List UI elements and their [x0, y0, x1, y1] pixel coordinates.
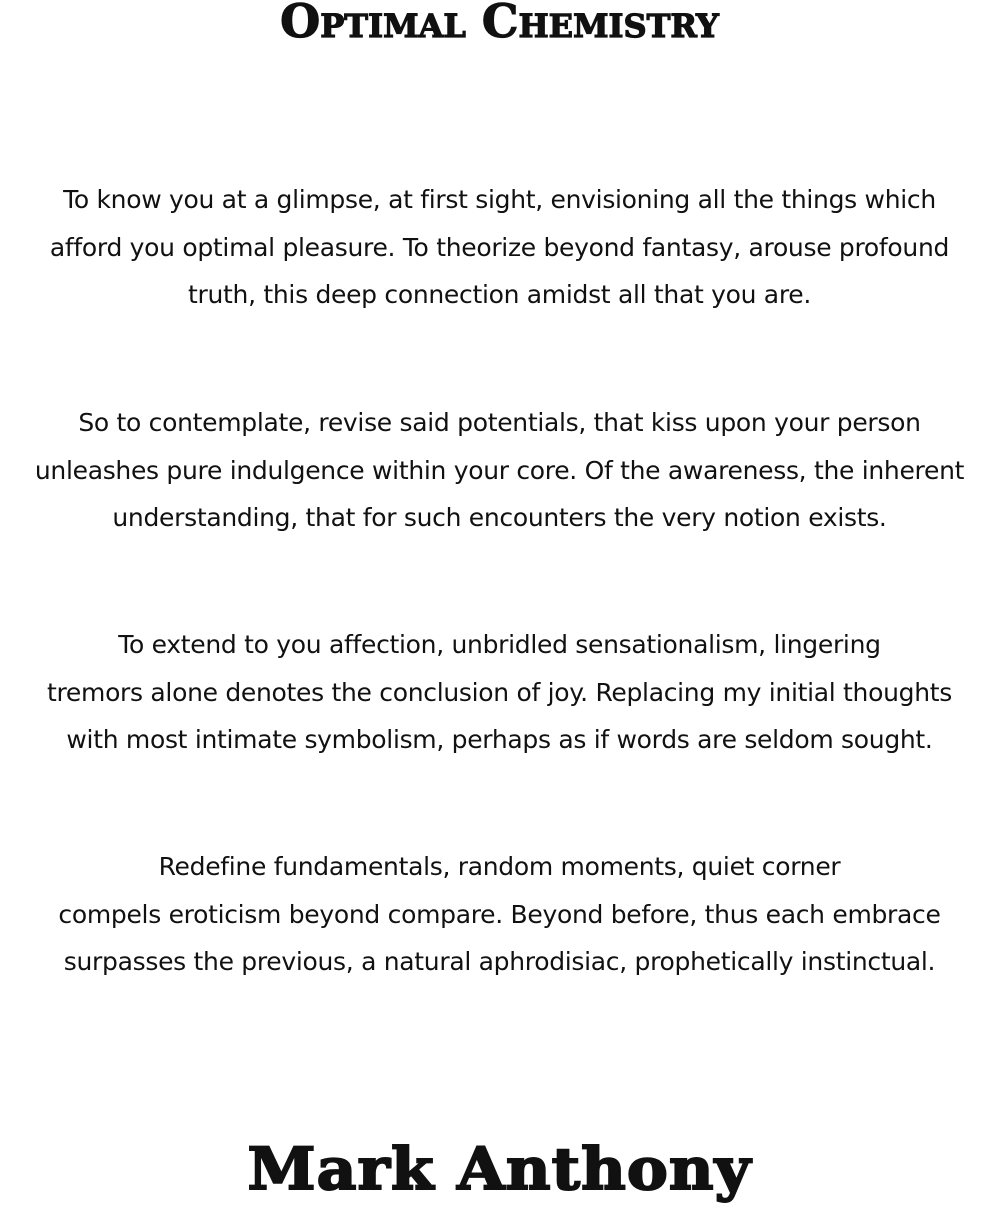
stanza-4 — [0, 843, 999, 986]
stanza-line: To know you at a glimpse, at first sight, envisioning all the things which — [63, 185, 936, 214]
stanza-line: unleashes pure indulgence within your core. Of the awareness, the inherent — [34, 455, 965, 485]
stanza-line: tremors alone denotes the conclusion of joy. Replacing my initial thoughts — [47, 677, 952, 707]
stanza-line: Redefine fundamentals, random moments, quiet corner — [158, 852, 841, 881]
stanza-line: truth, this deep connection amidst all that you are. — [188, 280, 811, 309]
stanza-line: So to contemplate, revise said potentials, that kiss upon your person — [78, 408, 921, 437]
stanza-line: To extend to you affection, unbridled sensationalism, lingering — [118, 630, 881, 659]
stanza-line: afford you optimal pleasure. To theorize beyond fantasy, arouse profound — [49, 232, 950, 262]
stanza-1 — [0, 176, 999, 319]
stanza-line: surpasses the previous, a natural aphrodisiac, prophetically instinctual. — [63, 947, 936, 976]
stanza-line: understanding, that for such encounters the very notion exists. — [112, 503, 887, 532]
stanza-line: with most intimate symbolism, perhaps as if words are seldom sought. — [66, 725, 933, 754]
poem-title: Optimal Chemistry — [280, 0, 719, 48]
stanza-3 — [0, 621, 999, 764]
author-signature: Mark Anthony — [247, 1135, 752, 1203]
stanza-line: compels eroticism beyond compare. Beyond before, thus each embrace — [58, 899, 941, 929]
stanza-2 — [0, 399, 999, 542]
